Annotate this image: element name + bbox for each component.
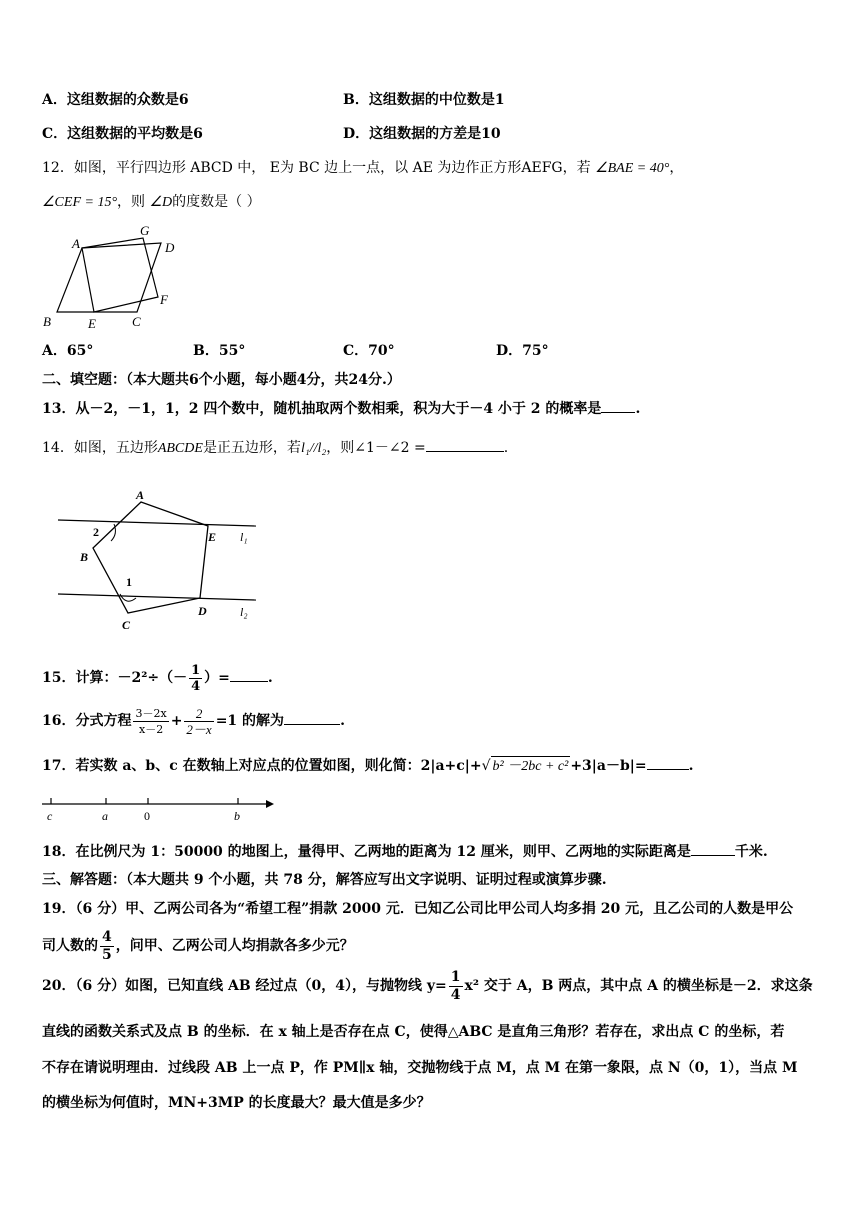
q14-label-e: E <box>208 530 217 544</box>
q14-label-1: 1 <box>126 575 132 589</box>
q11-option-d: D．这组数据的方差是10 <box>343 126 501 142</box>
q18-line <box>42 842 768 862</box>
q14-polygon: ABCDE <box>157 441 203 456</box>
q13-text: 13．从－2，－1，1，2 四个数中，随机抽取两个数相乘，积为大于－4 小于 2 的概率是 <box>42 401 602 417</box>
q14-blank <box>426 451 504 452</box>
q12-line1 <box>42 158 683 179</box>
q18-text: 18．在比例尺为 1：50000 的地图上，量得甲、乙两地的距离为 12 厘米，则甲、乙两地的实际距离是 <box>42 844 691 860</box>
q14-line-l1 <box>58 520 256 526</box>
q15-end: . <box>267 670 273 686</box>
q12-square <box>82 238 158 312</box>
section-3-heading: 三、解答题：（本大题共 9 个小题，共 78 分，解答应写出文字说明、证明过程或演算步骤. <box>42 872 607 888</box>
q19-line1: 19．（6 分）甲、乙两公司各为“希望工程”捐款 2000 元．已知乙公司比甲公司人均多捐 20 元，且乙公司的人数是甲公 <box>42 901 794 917</box>
q20-den: 4 <box>450 986 461 1003</box>
q12-label-a: A <box>72 236 80 251</box>
q14-lines: l₁//l₂ <box>300 441 327 456</box>
q17-label-a: a <box>102 809 108 823</box>
q15-den: 4 <box>191 678 201 694</box>
q14-figure <box>56 486 266 636</box>
section-2-heading: 二、填空题：（本大题共6个小题，每小题4分，共24分.） <box>42 372 401 388</box>
q19-line2 <box>42 928 354 964</box>
q13-end: . <box>635 401 641 417</box>
q15-blank <box>230 681 268 682</box>
q19-den: 5 <box>102 946 112 963</box>
q11-option-b: B．这组数据的中位数是1 <box>343 92 505 108</box>
q12-label-c: C <box>132 314 141 329</box>
q20-fraction <box>449 969 463 1004</box>
q17-end: . <box>688 758 694 774</box>
q19-pre: 司人数的 <box>42 938 98 954</box>
q17-label-c: c <box>47 809 53 823</box>
q16-line <box>42 705 345 737</box>
q20-line1 <box>42 968 813 1004</box>
q16-blank <box>284 724 340 725</box>
q19-fraction <box>100 929 114 964</box>
q18-blank <box>691 855 735 856</box>
q16-post: =1 的解为 <box>215 713 285 729</box>
q14-line-l2 <box>58 594 256 600</box>
q17-axis-arrow <box>266 800 274 808</box>
q11-option-a: A．这组数据的众数是6 <box>42 92 189 108</box>
q17-line <box>42 756 693 777</box>
q14-label-d: D <box>198 604 207 618</box>
q12-text: 12．如图，平行四边形 ABCD 中， E为 BC 边上一点，以 AE 为边作正方形AEFG，若 <box>42 160 591 176</box>
q12-option-a: A．65° <box>42 343 94 359</box>
q12-option-b: B．55° <box>193 343 246 359</box>
q15-post: ）= <box>204 670 230 686</box>
q20-line2: 直线的函数关系式及点 B 的坐标．在 x 轴上是否存在点 C，使得△ABC 是直角三角形？若存在，求出点 C 的坐标，若 <box>42 1024 785 1040</box>
q12-label-e: E <box>88 316 96 331</box>
q13-line <box>42 399 640 419</box>
q12-label-f: F <box>160 292 168 307</box>
q12-label-g: G <box>140 223 150 238</box>
q12-option-c: C．70° <box>343 343 395 359</box>
q15-line <box>42 662 273 694</box>
q12-sep: ， <box>669 160 684 176</box>
q20-line4: 的横坐标为何值时，MN+3MP 的长度最大？最大值是多少？ <box>42 1095 431 1111</box>
q14-pre: 14．如图，五边形 <box>42 440 158 456</box>
q12-figure <box>38 222 178 332</box>
q14-mid: 是正五边形，若 <box>202 440 301 456</box>
q14-label-l2: l₂ <box>240 605 248 619</box>
q16-fraction-1 <box>133 706 168 737</box>
q13-blank <box>601 412 635 413</box>
q14-mid2: ，则 <box>326 440 355 456</box>
q12-parallelogram <box>57 243 161 312</box>
q17-post: +3|a－b|= <box>570 758 647 774</box>
q12-angle-d: ∠D <box>149 195 173 210</box>
q12-line2 <box>42 192 261 213</box>
q17-label-b: b <box>234 809 240 823</box>
q16-end: . <box>340 713 345 729</box>
q12-end: 的度数是（ ） <box>172 194 261 210</box>
q12-label-d: D <box>165 240 175 255</box>
q14-label-c: C <box>122 618 131 632</box>
q11-option-c: C．这组数据的平均数是6 <box>42 126 203 142</box>
q14-end: . <box>503 440 509 456</box>
q14-line <box>42 438 508 459</box>
q15-fraction <box>189 663 202 694</box>
q16-f1-num: 3－2x <box>135 706 167 720</box>
q16-plus: + <box>170 713 183 729</box>
q17-number-line <box>40 794 276 824</box>
q17-radicand: b² －2bc + c² <box>491 756 571 777</box>
q17-label-0: 0 <box>144 809 150 823</box>
q12-label-b: B <box>43 314 51 329</box>
q20-num: 1 <box>450 968 461 985</box>
q20-line3: 不存在请说明理由．过线段 AB 上一点 P，作 PM∥x 轴，交抛物线于点 M，点 M 在第一象限，点 N（0，1），当点 M <box>42 1060 798 1076</box>
q14-label-l1: l₁ <box>240 530 248 544</box>
q16-fraction-2 <box>184 706 213 737</box>
q15-num: 1 <box>191 662 201 678</box>
q14-label-b: B <box>80 550 89 564</box>
q14-angle-1-arc <box>120 594 136 601</box>
q12-angle-bae: ∠BAE = 40° <box>595 161 670 176</box>
q14-label-2: 2 <box>93 525 99 539</box>
q12-option-d: D．75° <box>496 343 549 359</box>
q17-radical-sign: √ <box>481 758 491 774</box>
q14-label-a: A <box>136 488 145 502</box>
q15-pre: 15．计算：－2²÷（－ <box>42 670 188 686</box>
q16-f2-den: 2－x <box>186 721 212 737</box>
q12-mid: ，则 <box>117 194 146 210</box>
q17-blank <box>647 769 689 770</box>
q20-pre: 20．（6 分）如图，已知直线 AB 经过点（0，4），与抛物线 y= <box>42 978 447 994</box>
q18-end: 千米. <box>734 844 768 860</box>
q20-post: x² 交于 A，B 两点，其中点 A 的横坐标是－2．求这条 <box>464 978 813 994</box>
q16-pre: 16．分式方程 <box>42 713 132 729</box>
q19-post: ，问甲、乙两公司人均捐款各多少元？ <box>115 938 354 954</box>
q14-angle-2-arc <box>111 524 115 541</box>
q14-expr: ∠1－∠2 = <box>354 440 426 456</box>
q16-f2-num: 2 <box>184 706 213 722</box>
q16-f1-den: x－2 <box>138 722 164 736</box>
q19-num: 4 <box>102 928 112 945</box>
q12-angle-cef: ∠CEF = 15° <box>42 195 118 210</box>
q17-pre: 17．若实数 a、b、c 在数轴上对应点的位置如图，则化简：2|a+c|+ <box>42 758 482 774</box>
